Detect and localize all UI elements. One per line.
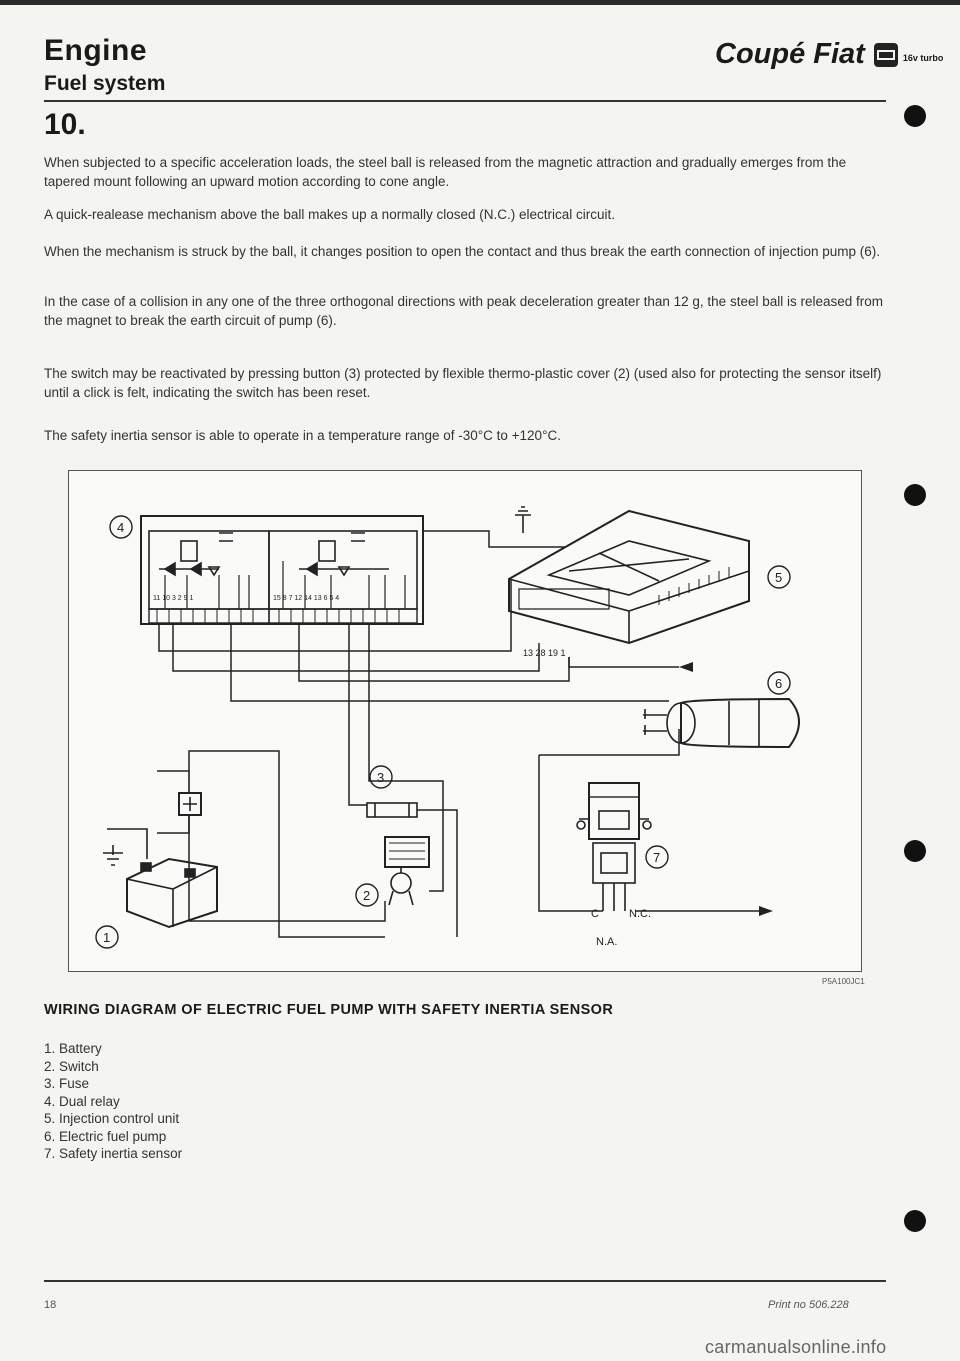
safety-inertia-sensor — [577, 783, 651, 911]
paragraph-5: The switch may be reactivated by pressing button (3) protected by flexible thermo-plastic cover (2) (used also for protecting the sensor itself) until a click is felt, indicating the switch has been reset. — [44, 366, 882, 400]
paragraph-2: A quick-realease mechanism above the ball makes up a normally closed (N.C.) electrical circuit. — [44, 207, 615, 222]
component-legend — [44, 1040, 182, 1163]
callout-4: 4 — [117, 520, 125, 535]
callout-2: 2 — [363, 888, 371, 903]
callout-1: 1 — [103, 930, 111, 945]
footer-page-number: 18 — [44, 1299, 57, 1311]
footer-divider — [44, 1280, 886, 1282]
subsection-title: Fuel system — [44, 72, 166, 95]
footer-print-number: Print no 506.228 — [768, 1299, 849, 1311]
paragraph-1: When subjected to a specific acceleration loads, the steel ball is released from the magnetic attraction and gradually emerges from the tapered mount following an upward motion according to cone angle. — [44, 155, 847, 189]
punch-hole — [904, 105, 926, 127]
wiring-diagram — [68, 470, 862, 972]
ecu-pins: 13 28 19 1 — [523, 648, 566, 658]
relay-pins-left: 11 10 3 2 9 1 — [153, 595, 194, 602]
fuse-holder — [157, 771, 201, 833]
legend-item: 4. Dual relay — [44, 1093, 120, 1109]
brand-name: Coupé Fiat — [715, 38, 865, 70]
legend-item: 5. Injection control unit — [44, 1111, 180, 1126]
legend-item: 2. Switch — [44, 1058, 99, 1074]
brand-subtitle: 16v turbo — [902, 52, 944, 63]
sensor-label-na: N.A. — [596, 936, 618, 948]
legend-item: 3. Fuse — [44, 1076, 90, 1091]
sensor-label-c: C — [591, 908, 599, 920]
figure-caption: WIRING DIAGRAM OF ELECTRIC FUEL PUMP WITH SAFETY INERTIA SENSOR — [44, 1002, 614, 1018]
sensor-label-nc: N.C. — [629, 908, 651, 920]
punch-hole — [904, 840, 926, 862]
callout-7: 7 — [653, 850, 661, 865]
dual-relay — [141, 516, 423, 624]
arrow-pump-signal — [679, 662, 693, 672]
callout-6: 6 — [775, 676, 783, 691]
battery — [103, 829, 217, 927]
watermark: carmanualsonline.info — [705, 1337, 887, 1357]
fiat-logo-icon — [873, 42, 899, 68]
legend-item: 6. Electric fuel pump — [44, 1128, 167, 1144]
arrow-sensor-output — [759, 906, 773, 916]
section-title: Engine — [44, 34, 148, 67]
punch-hole — [904, 484, 926, 506]
brand-header — [715, 38, 943, 71]
punch-hole — [904, 1210, 926, 1232]
top-border — [0, 0, 960, 5]
relay-pins-right: 15 8 7 12 14 13 6 5 4 — [273, 595, 340, 602]
wiring-diagram-svg — [69, 471, 861, 971]
electric-fuel-pump — [643, 699, 799, 747]
callout-3: 3 — [377, 770, 385, 785]
injection-control-unit — [509, 507, 749, 643]
callout-5: 5 — [775, 570, 783, 585]
diagram-code: P5A100JC1 — [822, 977, 865, 986]
paragraph-6: The safety inertia sensor is able to operate in a temperature range of -30°C to +120°C. — [44, 428, 561, 443]
paragraph-4: In the case of a collision in any one of the three orthogonal directions with peak deceleration greater than 12 g, the steel ball is released from the magnet to break the earth circuit of pump (6). — [44, 294, 884, 328]
page-heading-number: 10. — [44, 108, 86, 141]
paragraph-3: When the mechanism is struck by the ball, it changes position to open the contact and thus break the earth connection of injection pump (6). — [44, 244, 880, 259]
legend-item: 7. Safety inertia sensor — [44, 1146, 183, 1161]
legend-item: 1. Battery — [44, 1041, 102, 1056]
header-divider — [44, 100, 886, 102]
